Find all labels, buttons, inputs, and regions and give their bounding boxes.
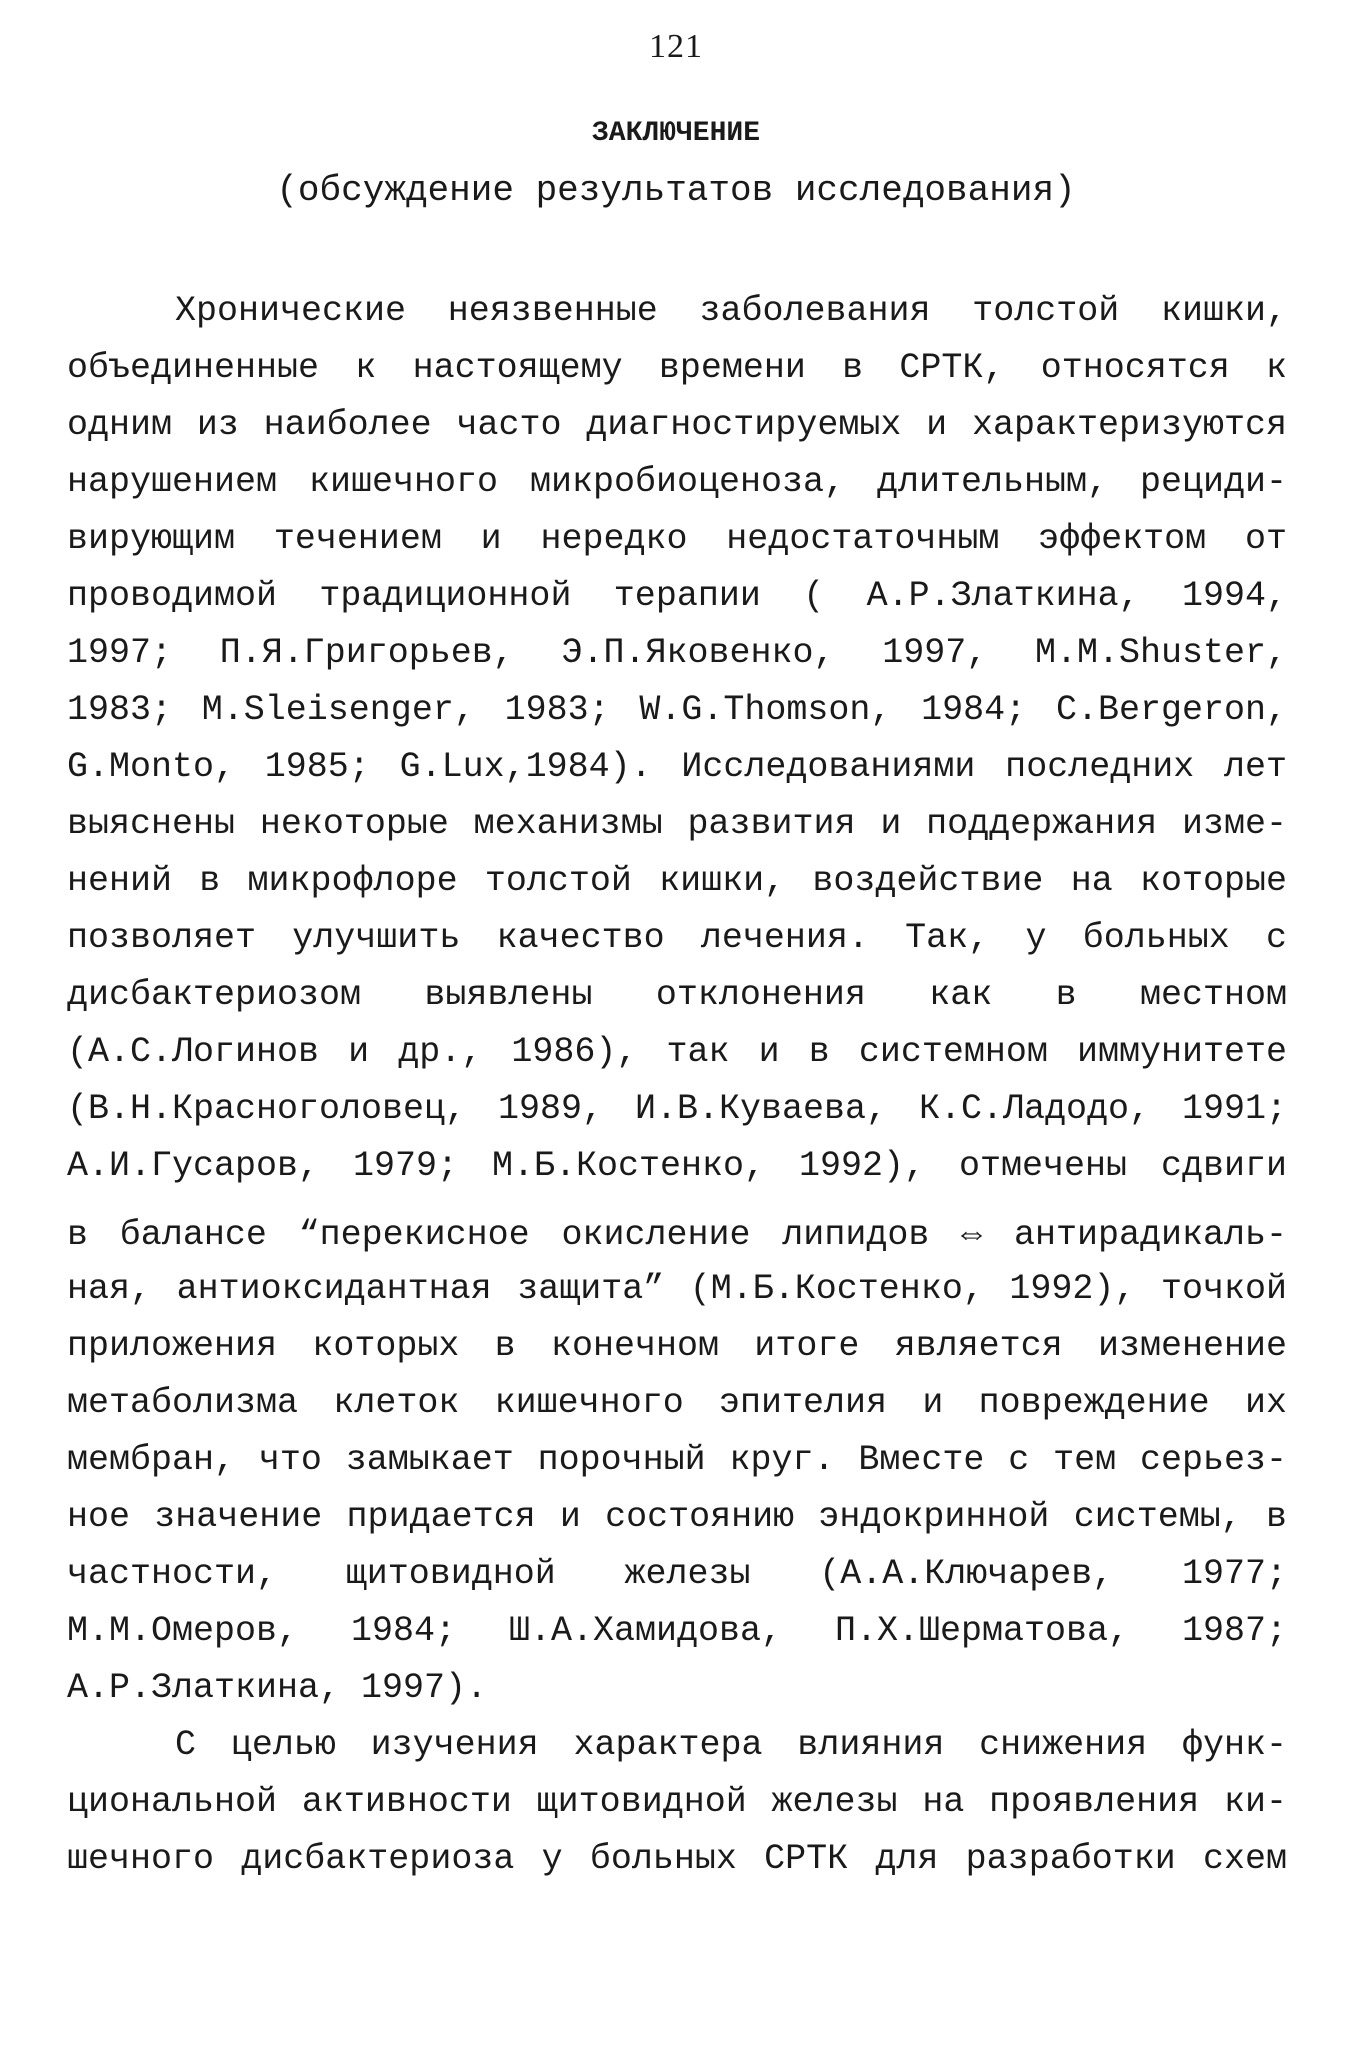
- page-number: 121: [649, 28, 703, 65]
- text-line: (А.С.Логинов и др., 1986), так и в системном иммунитете: [67, 1032, 1287, 1072]
- text-line: мембран, что замыкает порочный круг. Вместе с тем серьез-: [67, 1440, 1287, 1480]
- text-line: С целью изучения характера влияния снижения функ-: [175, 1725, 1287, 1765]
- text-line: нений в микрофлоре толстой кишки, воздействие на которые: [67, 861, 1287, 901]
- text-line: 1983; M.Sleisenger, 1983; W.G.Thomson, 1984; C.Bergeron,: [67, 690, 1287, 730]
- text-line: G.Monto, 1985; G.Lux,1984). Исследованиями последних лет: [67, 747, 1287, 787]
- text-line: одним из наиболее часто диагностируемых и характеризуются: [67, 405, 1287, 445]
- text-line: 1997; П.Я.Григорьев, Э.П.Яковенко, 1997, M.M.Shuster,: [67, 633, 1287, 673]
- text-line: метаболизма клеток кишечного эпителия и повреждение их: [67, 1383, 1287, 1423]
- text-line: вирующим течением и нередко недостаточным эффектом от: [67, 519, 1287, 559]
- text-line: Хронические неязвенные заболевания толстой кишки,: [175, 291, 1287, 331]
- text-line: нарушением кишечного микробиоценоза, длительным, рециди-: [67, 462, 1287, 502]
- text-line: (В.Н.Красноголовец, 1989, И.В.Куваева, К.С.Ладодо, 1991;: [67, 1089, 1287, 1129]
- text-line: объединенные к настоящему времени в СРТК, относятся к: [67, 348, 1287, 388]
- text-line: А.И.Гусаров, 1979; М.Б.Костенко, 1992), отмечены сдвиги: [67, 1146, 1287, 1186]
- text-line: позволяет улучшить качество лечения. Так, у больных с: [67, 918, 1287, 958]
- text-line: дисбактериозом выявлены отклонения как в местном: [67, 975, 1287, 1015]
- body-text: [67, 283, 1287, 1888]
- text-line: выяснены некоторые механизмы развития и поддержания изме-: [67, 804, 1287, 844]
- section-subtitle: (обсуждение результатов исследования): [276, 170, 1076, 211]
- text-line: А.Р.Златкина, 1997).: [67, 1668, 488, 1708]
- text-line: циональной активности щитовидной железы на проявления ки-: [67, 1782, 1287, 1822]
- text-line: проводимой традиционной терапии ( А.Р.Златкина, 1994,: [67, 576, 1287, 616]
- text-line: приложения которых в конечном итоге является изменение: [67, 1326, 1287, 1366]
- text-line: шечного дисбактериоза у больных СРТК для разработки схем: [67, 1839, 1287, 1879]
- text-line: ное значение придается и состоянию эндокринной системы, в: [67, 1497, 1287, 1537]
- text-line: М.М.Омеров, 1984; Ш.А.Хамидова, П.Х.Шерматова, 1987;: [67, 1611, 1287, 1651]
- text-line: в балансе “перекисное окисление липидов ⇔ антирадикаль-: [67, 1215, 1287, 1255]
- text-line: частности, щитовидной железы (А.А.Ключарев, 1977;: [67, 1554, 1287, 1594]
- section-title: ЗАКЛЮЧЕНИЕ: [591, 118, 761, 149]
- text-line: ная, антиоксидантная защита” (М.Б.Костенко, 1992), точкой: [67, 1269, 1287, 1309]
